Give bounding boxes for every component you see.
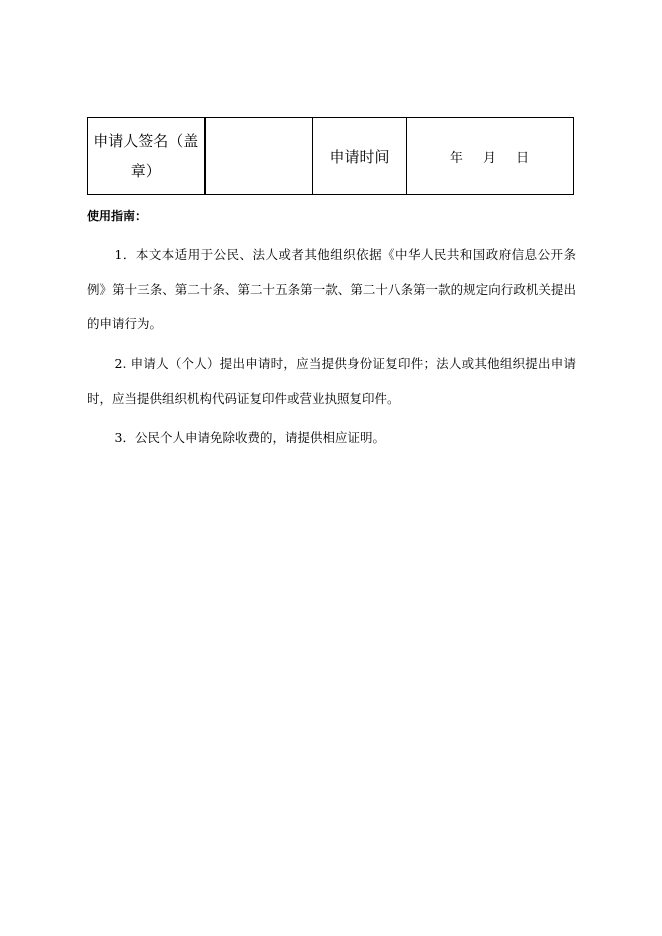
signature-label-cell — [88, 118, 205, 195]
time-label-cell — [313, 118, 407, 195]
guide-item-2: 2. 申请人（个人）提出申请时，应当提供身份证复印件；法人或其他组织提出申请时，应当提供组织机构代码证复印件或营业执照复印件。 — [87, 356, 576, 406]
time-label: 申请时间 — [329, 147, 390, 166]
signature-label: 申请人签名（盖章） — [93, 132, 199, 180]
guide-item-1: 1．本文本适用于公民、法人或者其他组织依据《中华人民共和国政府信息公开条例》第十三条、第二十条、第二十五条第一款、第二十八条第一款的规定向行政机关提出的申请行为。 — [87, 247, 576, 331]
guide-heading: 使用指南： — [87, 209, 148, 223]
date-placeholder: 年 月 日 — [449, 150, 531, 166]
signature-row — [88, 118, 574, 195]
signature-value-cell[interactable] — [205, 118, 313, 195]
signature-table — [87, 117, 574, 195]
guide-item-3: 3．公民个人申请免除收费的，请提供相应证明。 — [114, 430, 385, 445]
date-value-cell[interactable] — [407, 118, 574, 195]
